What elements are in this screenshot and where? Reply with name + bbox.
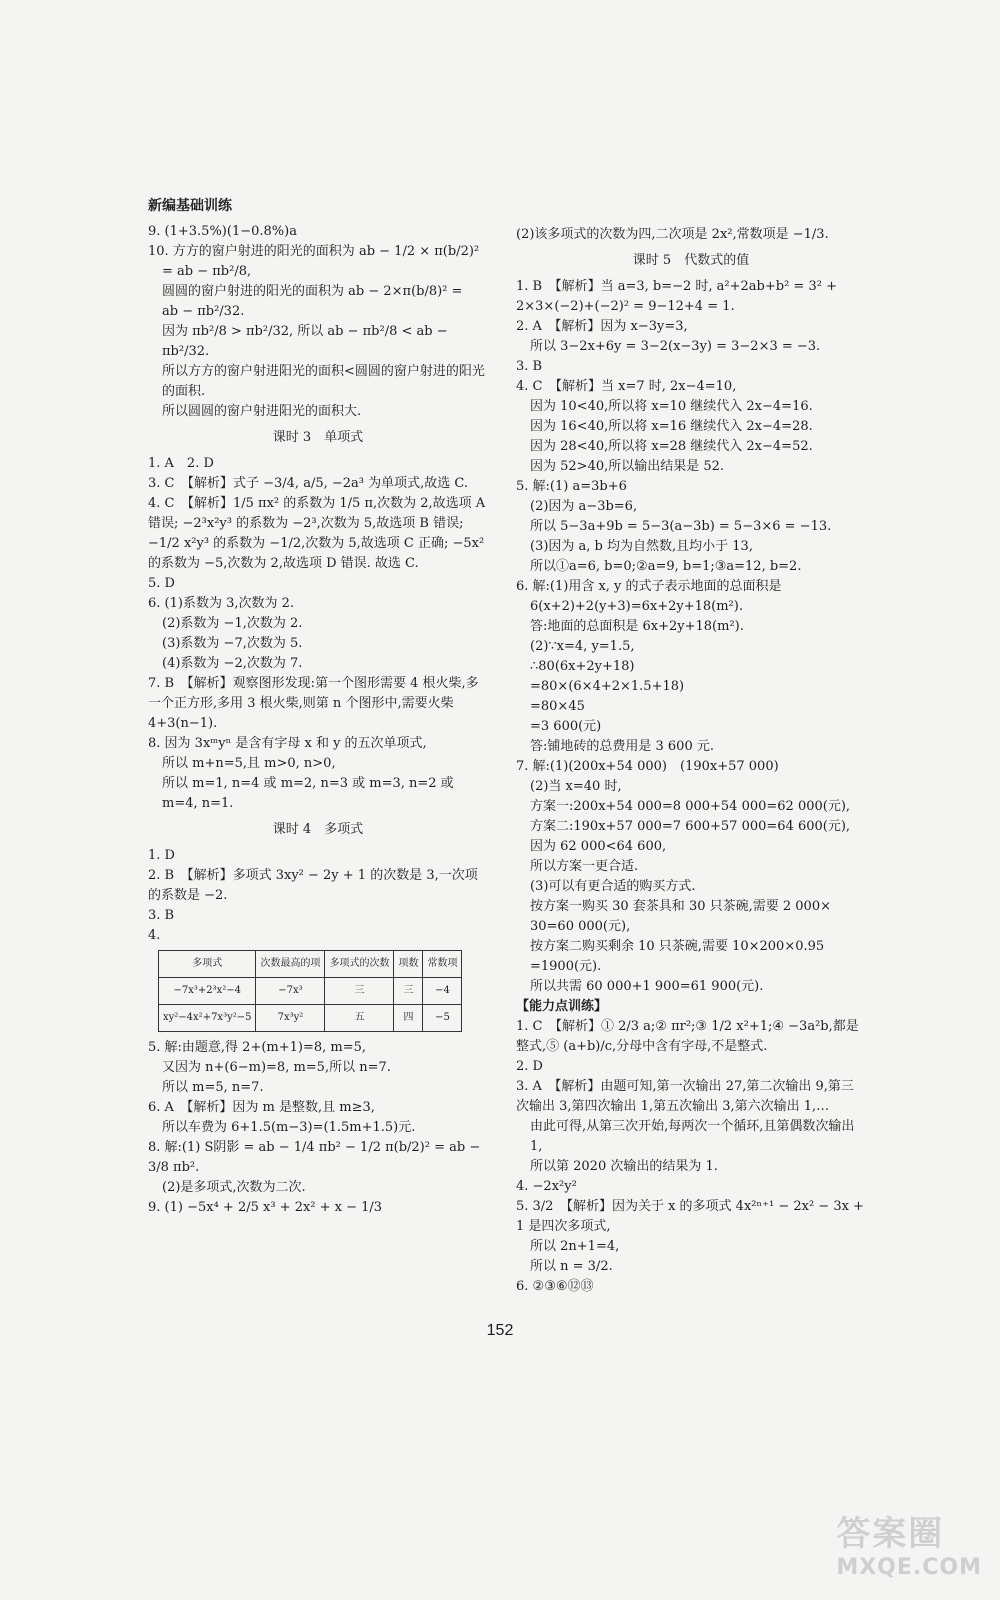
watermark-text: 答案圈 [836, 1514, 945, 1554]
watermark-url: MXQE.COM [836, 1555, 982, 1580]
answer-line: 1. A 2. D [148, 456, 214, 471]
answer-line: 方案一:200x+54 000=8 000+54 000=62 000(元), [530, 799, 851, 814]
answer-line: 3. C 【解析】式子 −3/4, a/5, −2a³ 为单项式,故选 C. [148, 476, 468, 491]
answer-line: 所以方方的窗户射进阳光的面积<圆圆的窗户射进的阳光的面积. [162, 364, 485, 399]
table-header-row [159, 951, 462, 978]
right-column [516, 225, 866, 1297]
answer-line: 所以车费为 6+1.5(m−3)=(1.5m+1.5)元. [162, 1120, 416, 1135]
answer-line: 所以方案一更合适. [530, 859, 639, 874]
answer-line: (2)当 x=40 时, [530, 779, 622, 794]
answer-line: 所以 m+n=5,且 m>0, n>0, [162, 756, 336, 771]
answer-line: 圆圆的窗户射进的阳光的面积为 ab − 2×π(b/8)² = [162, 284, 463, 299]
answer-line: 5. 3/2 【解析】因为关于 x 的多项式 4x²ⁿ⁺¹ − 2x² − 3x + 1 是四次多项式, [516, 1199, 864, 1234]
answer-line: ab − πb²/32. [162, 304, 245, 319]
answer-line: 因为 10<40,所以将 x=10 继续代入 2x−4=16. [530, 399, 813, 414]
polynomial-table [158, 950, 462, 1032]
answer-line: 3. B [516, 359, 543, 374]
answer-line: = ab − πb²/8, [162, 264, 252, 279]
answer-line: 因为 62 000<64 600, [530, 839, 667, 854]
answer-line: 5. 解:由题意,得 2+(m+1)=8, m=5, [148, 1040, 367, 1055]
answer-line: (2)是多项式,次数为二次. [162, 1180, 306, 1195]
table-row [159, 1005, 462, 1032]
table-cell: 四 [394, 1005, 423, 1032]
watermark-logo [836, 1506, 982, 1580]
lesson-heading: 课时 5 代数式的值 [632, 253, 750, 268]
section-title: 新编基础训练 [148, 198, 232, 214]
answer-line: 4. [148, 928, 161, 943]
answer-line: 7. B 【解析】观察图形发现:第一个图形需要 4 根火柴,多一个正方形,多用 3 根火柴,则第 n 个图形中,需要火柴 4+3(n−1). [148, 676, 479, 731]
page-number: 152 [486, 1322, 514, 1339]
table-cell: −4 [423, 978, 462, 1005]
answer-line: 1. C 【解析】① 2/3 a;② πr²;③ 1/2 x²+1;④ −3a²b,都是整式,⑤ (a+b)/c,分母中含有字母,不是整式. [516, 1019, 859, 1054]
answer-line: (3)系数为 −7,次数为 5. [162, 636, 303, 651]
answer-line: (2)系数为 −1,次数为 2. [162, 616, 303, 631]
answer-line: 因为 16<40,所以将 x=16 继续代入 2x−4=28. [530, 419, 813, 434]
table-cell: −7x³+2³x²−4 [159, 978, 256, 1005]
answer-line: 1. D [148, 848, 175, 863]
answer-line: 4. −2x²y² [516, 1179, 577, 1194]
answer-line: 2. A 【解析】因为 x−3y=3, [516, 319, 688, 334]
answer-line: (3)可以有更合适的购买方式. [530, 879, 696, 894]
answer-line: 6. (1)系数为 3,次数为 2. [148, 596, 295, 611]
table-cell: 三 [394, 978, 423, 1005]
answer-line: 按方案一购买 30 套茶具和 30 只茶碗,需要 2 000× 30=60 000(元), [530, 899, 831, 934]
answer-line: =3 600(元) [530, 719, 602, 734]
answer-line: 4. C 【解析】当 x=7 时, 2x−4=10, [516, 379, 737, 394]
answer-line: 因为 52>40,所以输出结果是 52. [530, 459, 725, 474]
answer-line: 5. 解:(1) a=3b+6 [516, 479, 627, 494]
answer-line: 所以第 2020 次输出的结果为 1. [530, 1159, 718, 1174]
answer-line: =80×45 [530, 699, 585, 714]
answer-line: 所以共需 60 000+1 900=61 900(元). [530, 979, 764, 994]
answer-line: 9. (1) −5x⁴ + 2/5 x³ + 2x² + x − 1/3 [148, 1200, 383, 1215]
table-cell: 7x³y² [256, 1005, 325, 1032]
table-header: 多项式 [159, 951, 256, 978]
table-header: 项数 [394, 951, 423, 978]
table-header: 次数最高的项 [256, 951, 325, 978]
answer-line: 所以 m=5, n=7. [162, 1080, 264, 1095]
answer-line: 所以 3−2x+6y = 3−2(x−3y) = 3−2×3 = −3. [530, 339, 821, 354]
answer-line: ∴80(6x+2y+18) [530, 659, 635, 674]
answer-line: 由此可得,从第三次开始,每两次一个循环,且第偶数次输出 1, [530, 1119, 855, 1154]
answer-line: (2)该多项式的次数为四,二次项是 2x²,常数项是 −1/3. [516, 227, 829, 242]
answer-line: 1. B 【解析】当 a=3, b=−2 时, a²+2ab+b² = 3² + 2×3×(−2)+(−2)² = 9−12+4 = 1. [516, 279, 837, 314]
answer-line: 因为 πb²/8 > πb²/32, 所以 ab − πb²/8 < ab − πb²/32. [162, 324, 448, 359]
answer-line: 2. D [516, 1059, 543, 1074]
table-cell: 五 [325, 1005, 394, 1032]
table-cell: 三 [325, 978, 394, 1005]
answer-line: 3. A 【解析】由题可知,第一次输出 27,第二次输出 9,第三次输出 3,第四次输出 1,第五次输出 3,第六次输出 1,… [516, 1079, 854, 1114]
answer-line: (2)因为 a−3b=6, [530, 499, 638, 514]
answer-line: 7. 解:(1)(200x+54 000) (190x+57 000) [516, 759, 779, 774]
answer-line: 按方案二购买剩余 10 只茶碗,需要 10×200×0.95 =1900(元). [530, 939, 825, 974]
answer-line: 2. B 【解析】多项式 3xy² − 2y + 1 的次数是 3,一次项的系数是 −2. [148, 868, 478, 903]
table-cell: −7x³ [256, 978, 325, 1005]
answer-line: 又因为 n+(6−m)=8, m=5,所以 n=7. [162, 1060, 391, 1075]
answer-line: 所以 m=1, n=4 或 m=2, n=3 或 m=3, n=2 或 m=4, n=1. [162, 776, 454, 811]
answer-line: 所以 2n+1=4, [530, 1239, 620, 1254]
answer-line: 6(x+2)+2(y+3)=6x+2y+18(m²). [530, 599, 743, 614]
answer-line: 10. 方方的窗户射进的阳光的面积为 ab − 1/2 × π(b/2)² [148, 244, 480, 259]
answer-line: 方案二:190x+57 000=7 600+57 000=64 600(元), [530, 819, 851, 834]
answer-line: 3. B [148, 908, 175, 923]
answer-line: 5. D [148, 576, 175, 591]
answer-line: (4)系数为 −2,次数为 7. [162, 656, 303, 671]
answer-line: =80×(6×4+2×1.5+18) [530, 679, 685, 694]
lesson-heading: 课时 4 多项式 [272, 822, 364, 837]
section-heading: 【能力点训练】 [516, 999, 608, 1014]
answer-line: 所以①a=6, b=0;②a=9, b=1;③a=12, b=2. [530, 559, 802, 574]
table-cell: −5 [423, 1005, 462, 1032]
left-column [148, 196, 488, 1218]
answer-line: 因为 28<40,所以将 x=28 继续代入 2x−4=52. [530, 439, 813, 454]
answer-line: 答:铺地砖的总费用是 3 600 元. [530, 739, 714, 754]
table-cell: xy²−4x²+7x³y²−5 [159, 1005, 256, 1032]
table-header: 多项式的次数 [325, 951, 394, 978]
answer-line: 6. ②③⑥⑫⑬ [516, 1279, 594, 1294]
answer-line: 8. 解:(1) S阴影 = ab − 1/4 πb² − 1/2 π(b/2)² = ab − 3/8 πb². [148, 1140, 481, 1175]
table-header: 常数项 [423, 951, 462, 978]
table-row [159, 978, 462, 1005]
answer-line: 所以 n = 3/2. [530, 1259, 613, 1274]
answer-line: 答:地面的总面积是 6x+2y+18(m²). [530, 619, 744, 634]
lesson-heading: 课时 3 单项式 [272, 430, 364, 445]
answer-line: (2)∵x=4, y=1.5, [530, 639, 635, 654]
answer-line: 8. 因为 3xᵐyⁿ 是含有字母 x 和 y 的五次单项式, [148, 736, 427, 751]
answer-line: 6. 解:(1)用含 x, y 的式子表示地面的总面积是 [516, 579, 782, 594]
answer-line: 6. A 【解析】因为 m 是整数,且 m≥3, [148, 1100, 375, 1115]
answer-line: 所以圆圆的窗户射进阳光的面积大. [162, 404, 362, 419]
answer-line: (3)因为 a, b 均为自然数,且均小于 13, [530, 539, 753, 554]
answer-line: 9. (1+3.5%)(1−0.8%)a [148, 224, 297, 239]
answer-line: 4. C 【解析】1/5 πx² 的系数为 1/5 π,次数为 2,故选项 A 错误; −2³x²y³ 的系数为 −2³,次数为 5,故选项 B 错误; −1/2 x²y³ 的系数为 −1/2,次数为 5,故选项 C 正确; −5x² 的系数为 −5,次数为 2,故选项 D 错误. 故选 C. [148, 496, 486, 571]
answer-line: 所以 5−3a+9b = 5−3(a−3b) = 5−3×6 = −13. [530, 519, 832, 534]
